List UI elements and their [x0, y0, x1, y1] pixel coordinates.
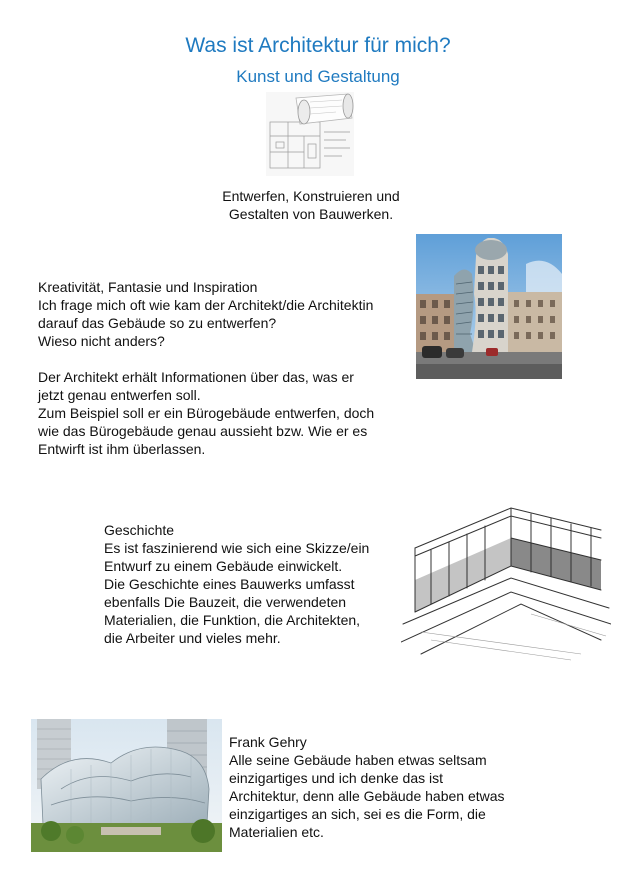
gehry-heading: Frank Gehry	[229, 734, 307, 750]
creativity-heading: Kreativität, Fantasie und Inspiration	[38, 279, 258, 295]
gehry-text: Alle seine Gebäude haben etwas seltsam einzigartiges und ich denke das ist Architektur, denn alle Gebäude haben etwas einzigartiges an sich, sei es die Form, die Materialien etc.	[229, 752, 505, 840]
creativity-paragraph-1: Ich frage mich oft wie kam der Architekt/die Architektin darauf das Gebäude so zu entwerfen? Wieso nicht anders?	[38, 297, 374, 349]
page-subtitle: Kunst und Gestaltung	[236, 67, 400, 86]
page-title: Was ist Architektur für mich?	[185, 34, 451, 57]
gehry-building-photo	[31, 719, 222, 852]
architecture-sketch	[401, 504, 611, 664]
dancing-house-photo	[416, 234, 562, 379]
blueprint-image	[266, 92, 354, 176]
history-heading: Geschichte	[104, 522, 175, 538]
history-text: Es ist faszinierend wie sich eine Skizze/ein Entwurf zu einem Gebäude einwickelt. Die Geschichte eines Bauwerks umfasst ebenfalls Die Bauzeit, die verwendeten Materialien, die Funktion, die Architekten, die Arbeiter und vieles mehr.	[104, 540, 370, 646]
creativity-paragraph-2: Der Architekt erhält Informationen über das, was er jetzt genau entwerfen soll. Zum Beispiel soll er ein Bürogebäude entwerfen, doch wie das Bürogebäude genau aussieht bzw. Wie er es Entwirft ist ihm überlassen.	[38, 369, 375, 457]
intro-text: Entwerfen, Konstruieren und Gestalten von Bauwerken.	[222, 188, 400, 222]
